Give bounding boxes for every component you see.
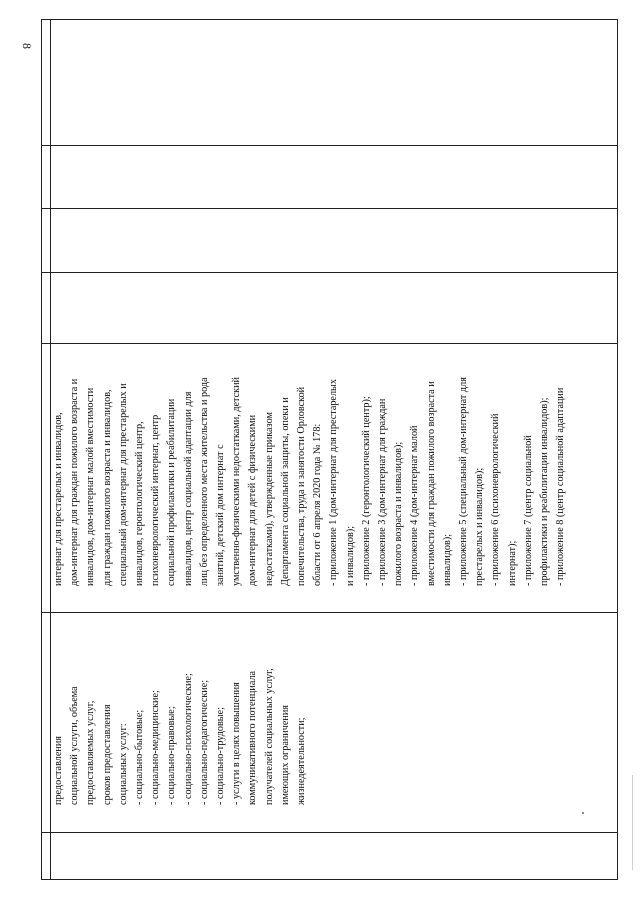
institutions-line: вместимости для граждан пожилого возраста и [425,381,437,586]
service-line: коммуникативного потенциала [247,670,259,805]
service-line: сроков предоставления [101,704,113,805]
institutions-line: занятий, детский дом интернат с [215,444,227,586]
institutions-line: и инвалидов); [344,525,356,586]
service-line: - социально-бытовые; [134,709,146,805]
institutions-line: специальный дом-интернат для престарелых и [117,383,129,586]
institutions-line: лиц без определенного места жительства и рода [198,377,210,586]
institutions-line: дом-интернат для граждан пожилого возраста и [69,378,81,586]
institutions-line: - приложение 5 (специальный дом-интернат для [458,377,470,586]
institutions-line: профилактики и реабилитации инвалидов); [539,397,551,586]
institutions-line: - приложение 3 (дом-интернат для граждан [377,398,389,586]
service-line: предоставляемых услуг, [85,700,97,805]
scan-artifact [632,775,633,870]
institutions-line: психоневрологический интернат, центр [150,414,162,586]
institutions-line: - приложение 6 (психоневрологический [490,413,502,586]
column-rule-6 [42,832,617,833]
institutions-line: интернат для престарелых и инвалидов, [53,412,64,586]
institutions-line: интернат); [506,540,518,586]
institutions-line: дом-интернат для детей с физическими [247,414,259,586]
institutions-line: умственно-физическими недостатками, детский [231,377,243,586]
service-description-cell [51,668,310,805]
service-line: предоставления [53,736,64,805]
scan-artifact [582,812,584,814]
institutions-line: - приложение 8 (центр социальной адаптации [555,387,567,586]
institutions-line: - приложение 1 (дом-интернат для престарелых [328,379,340,586]
column-rule-2 [42,208,617,209]
institutions-line: для граждан пожилого возраста и инвалидов, [101,389,113,586]
institutions-line: инвалидов, центр социальной адаптации для [182,391,194,586]
institutions-line: Департамента социальной защиты, опеки и [279,397,291,586]
column-rule-1 [42,145,617,146]
institutions-line: престарелых и инвалидов); [474,467,486,586]
column-rule-3 [42,272,617,273]
service-line: - социально-педагогические; [198,679,210,805]
institutions-line: - приложение 7 (центр социальной [522,435,534,586]
institutions-line: - приложение 2 (геронтологический центр); [360,396,372,586]
column-rule-4 [42,343,617,344]
service-line: - социально-медицинские; [150,690,162,805]
institutions-line: инвалидов); [441,533,453,586]
service-line: - социально-трудовые; [215,706,227,805]
service-line: - социально-правовые; [166,706,178,805]
institutions-line: попечительства, труда и занятости Орловской [296,386,308,586]
service-line: - социально-психологические; [182,673,194,805]
service-line: - услуги в целях повышения [231,682,243,805]
institutions-line: - приложение 4 (дом-интернат малой [409,425,421,586]
institutions-line: пожилого возраста и инвалидов); [393,441,405,586]
institutions-line: инвалидов, дом-интернат малой вместимости [85,387,97,586]
institutions-line: области от 6 апреля 2020 года № 178: [312,423,324,586]
institutions-line: инвалидов, геронтологический центр, [134,421,146,586]
service-line: имеющих ограничения [279,705,291,805]
service-line: жизнедеятельности; [296,717,308,805]
service-line: социальных услуг: [117,723,129,805]
page-number: 8 [20,43,34,49]
service-line: получателей социальных услуг, [263,668,275,805]
institutions-cell [51,377,570,586]
column-rule-5 [42,612,617,613]
institutions-line: социальной профилактики и реабилитации [166,398,178,586]
document-table [41,19,618,880]
institutions-line: недостатками), утвержденные приказом [263,412,275,586]
service-line: социальной услуги, объема [69,686,81,805]
